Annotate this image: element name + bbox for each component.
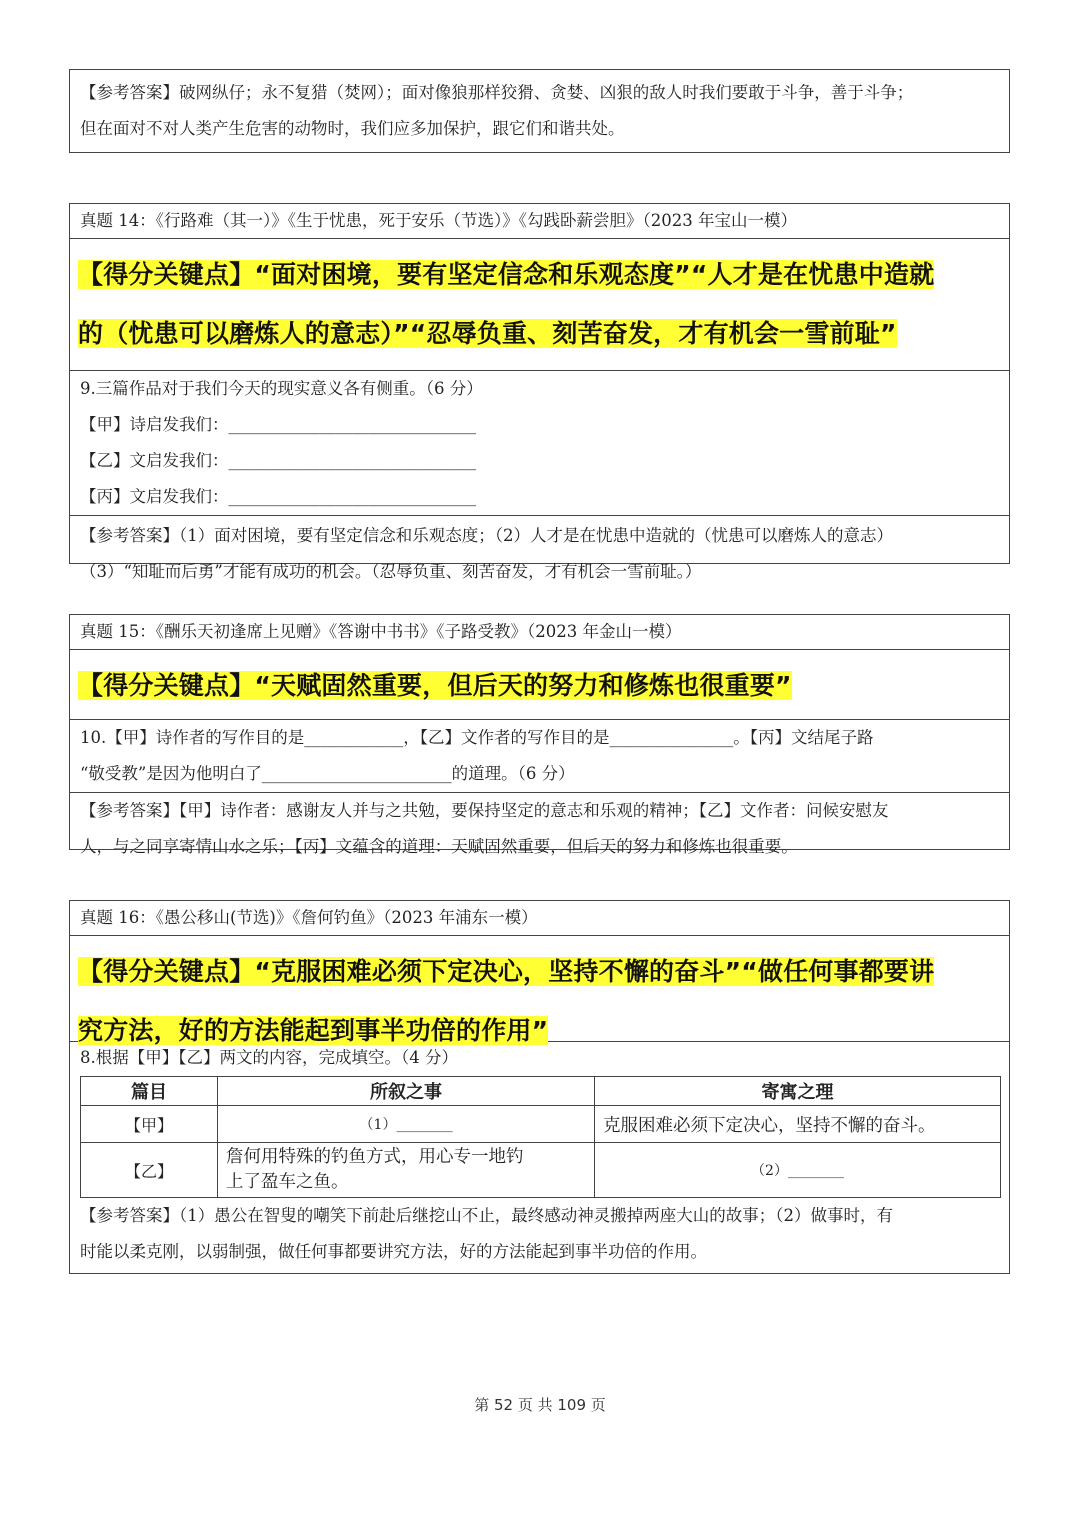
- key-points-16-line2: 究方法，好的方法能起到事半功倍的作用”: [78, 1016, 549, 1045]
- answer-14-line2: （3）“知耻而后勇”才能有成功的机会。（忍辱负重、刻苦奋发，才有机会一雪前耻。）: [80, 562, 702, 581]
- table-header-title: 篇目: [81, 1077, 218, 1106]
- table-header-event: 所叙之事: [218, 1077, 595, 1106]
- table-cell-event-line1: 詹何用特殊的钓鱼方式，用心专一地钓: [226, 1147, 524, 1167]
- source-15: 真题 15：《酬乐天初逢席上见赠》《答谢中书书》《子路受教》（2023 年金山一模）: [80, 622, 682, 641]
- question-box-14: [69, 203, 1010, 581]
- answer-16: [70, 1198, 1009, 1270]
- answer-14: [70, 515, 1009, 590]
- answer-15-line2: 人，与之同享寄情山水之乐；【丙】文蕴含的道理：天赋固然重要，但后天的努力和修炼也很重要。: [80, 837, 798, 856]
- question-10-line1: 10.【甲】诗作者的写作目的是____________，【乙】文作者的写作目的是_______________。【丙】文结尾子路: [80, 728, 874, 747]
- answer-15-line1: 【参考答案】【甲】诗作者：感谢友人并与之共勉，要保持坚定的意志和乐观的精神；【乙】文作者：问候安慰友: [80, 801, 889, 820]
- question-8-prompt: 8.根据【甲】【乙】两文的内容，完成填空。（4 分）: [80, 1048, 458, 1067]
- table-header-row: [81, 1077, 1001, 1106]
- question-9-yi: 【乙】文启发我们：______________________________: [80, 451, 476, 470]
- answer-13: [70, 70, 1009, 147]
- source-14: 真题 14：《行路难（其一）》《生于忧患，死于安乐（节选）》《勾践卧薪尝胆》（2023 年宝山一模）: [80, 211, 797, 230]
- question-9-prompt: 9.三篇作品对于我们今天的现实意义各有侧重。（6 分）: [80, 379, 483, 398]
- key-points-15-line1: 【得分关键点】“天赋固然重要，但后天的努力和修炼也很重要”: [78, 671, 792, 700]
- key-points-14-line1: 【得分关键点】“面对困境，要有坚定信念和乐观态度”“人才是在忧患中造就: [78, 260, 935, 289]
- table-cell-blank-2[interactable]: （2）________: [595, 1143, 1001, 1198]
- answer-13-line2: 但在面对不对人类产生危害的动物时，我们应多加保护，跟它们和谐共处。: [80, 119, 625, 138]
- table-cell-title: 【乙】: [81, 1143, 218, 1198]
- page-number: 第 52 页 共 109 页: [474, 1396, 606, 1414]
- answer-14-line1: 【参考答案】（1）面对困境，要有坚定信念和乐观态度；（2）人才是在忧患中造就的（忧患可以磨炼人的意志）: [80, 526, 893, 545]
- answer-13-line1: 【参考答案】破网纵仔；永不复猎（焚网）；面对像狼那样狡猾、贪婪、凶狠的敌人时我们要敢于斗争，善于斗争；: [80, 83, 914, 102]
- key-points-15: [70, 649, 1009, 719]
- table-cell-event-line2: 上了盈车之鱼。: [226, 1172, 349, 1192]
- key-points-14: [70, 238, 1009, 370]
- answer-box-13: [69, 69, 1010, 153]
- question-10-line2: “敬受教”是因为他明白了_______________________的道理。（6 分）: [80, 764, 575, 783]
- question-10: [70, 719, 1009, 792]
- question-9-bing: 【丙】文启发我们：______________________________: [80, 487, 476, 506]
- table-row: [81, 1106, 1001, 1143]
- source-16: 真题 16：《愚公移山(节选)》《詹何钓鱼》（2023 年浦东一模）: [80, 908, 538, 927]
- question-8: [70, 1041, 1009, 1198]
- key-points-16-line1: 【得分关键点】“克服困难必须下定决心，坚持不懈的奋斗”“做任何事都要讲: [78, 957, 935, 986]
- table-cell-title: 【甲】: [81, 1106, 218, 1143]
- table-cell-blank-1[interactable]: （1）________: [218, 1106, 595, 1143]
- fill-table: [80, 1076, 1001, 1198]
- question-box-15: [69, 614, 1010, 856]
- question-9: [70, 370, 1009, 515]
- question-box-16: [69, 900, 1010, 1274]
- answer-15: [70, 792, 1009, 865]
- table-header-lesson: 寄寓之理: [595, 1077, 1001, 1106]
- answer-16-line1: 【参考答案】（1）愚公在智叟的嘲笑下前赴后继挖山不止，最终感动神灵搬掉两座大山的故事；（2）做事时，有: [80, 1206, 893, 1225]
- key-points-16: [70, 935, 1009, 1045]
- table-cell-lesson: 克服困难必须下定决心，坚持不懈的奋斗。: [595, 1106, 1001, 1143]
- table-cell-event: [218, 1143, 595, 1198]
- key-points-14-line2: 的（忧患可以磨炼人的意志）”“忍辱负重、刻苦奋发，才有机会一雪前耻”: [78, 319, 897, 348]
- question-9-jia: 【甲】诗启发我们：______________________________: [80, 415, 476, 434]
- answer-16-line2: 时能以柔克刚，以弱制强，做任何事都要讲究方法，好的方法能起到事半功倍的作用。: [80, 1242, 707, 1261]
- table-row: [81, 1143, 1001, 1198]
